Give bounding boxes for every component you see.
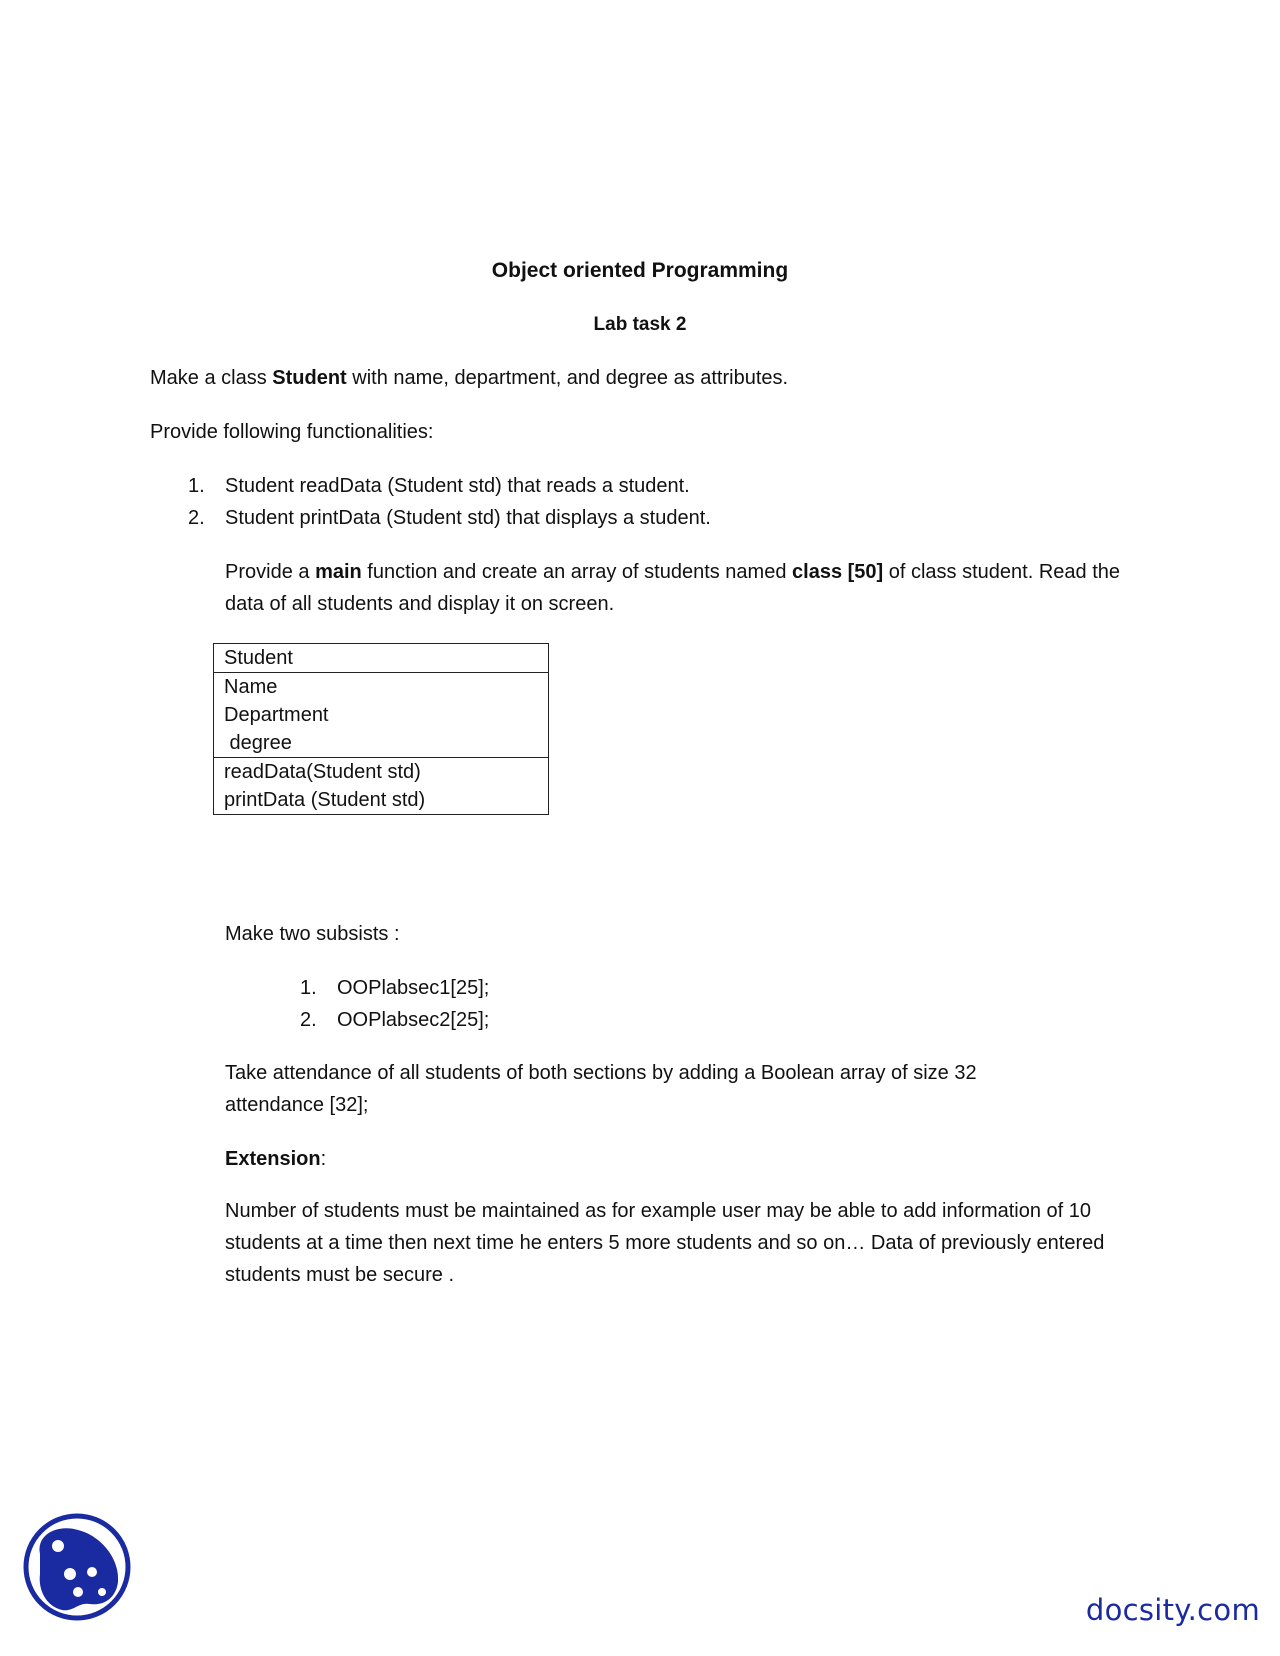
- list-item-number: 2.: [300, 1009, 317, 1031]
- uml-methods: [214, 758, 549, 815]
- main-paragraph-text: of class student. Read the data of all students and display it on screen.: [225, 561, 1120, 615]
- logo-dot: [52, 1540, 64, 1552]
- uml-attributes: [214, 673, 549, 758]
- attendance-paragraph: [225, 1057, 1125, 1121]
- list-item: [188, 470, 988, 502]
- list-item-number: 1.: [300, 977, 317, 999]
- main-paragraph-text: Provide a: [225, 561, 316, 583]
- intro-suffix: with name, department, and degree as attributes.: [346, 367, 789, 389]
- provide-heading: Provide following functionalities:: [150, 421, 434, 443]
- document-title: Object oriented Programming: [491, 259, 789, 282]
- uml-name-row: [214, 644, 549, 673]
- list-item-number: 1.: [188, 475, 205, 497]
- uml-class-diagram: [213, 643, 549, 815]
- extension-colon: :: [320, 1148, 327, 1170]
- attendance-line: attendance [32];: [225, 1094, 369, 1116]
- list-item-text: OOPlabsec2[25];: [337, 1009, 490, 1031]
- extension-paragraph: Number of students must be maintained as for example user may be able to add information of 10 students at a time then next time he enters 5 more students and so on… Data of previously entered students must be secure .: [225, 1200, 1105, 1286]
- uml-attributes-row: [214, 673, 549, 758]
- logo-dot: [64, 1568, 76, 1580]
- main-keyword: main: [315, 561, 362, 583]
- list-item: [300, 972, 800, 1004]
- uml-class-name-text: Student: [224, 647, 293, 669]
- functionality-list: [188, 470, 988, 534]
- extension-label: Extension: [225, 1148, 321, 1170]
- list-item-text: Student readData (Student std) that reads a student.: [225, 475, 690, 497]
- list-item: [188, 502, 988, 534]
- uml-method: readData(Student std): [224, 761, 421, 783]
- main-paragraph-text: function and create an array of students named: [361, 561, 793, 583]
- logo-dot: [73, 1587, 83, 1597]
- class-array-keyword: class [50]: [792, 561, 884, 583]
- uml-attribute: Name: [224, 676, 278, 698]
- subsists-list: [300, 972, 800, 1036]
- subsists-heading: Make two subsists :: [225, 923, 400, 945]
- extension-heading: [225, 1143, 326, 1175]
- main-paragraph: [225, 556, 1145, 620]
- document-subtitle: Lab task 2: [593, 314, 687, 335]
- uml-class-name: [214, 644, 549, 673]
- attendance-line: Take attendance of all students of both sections by adding a Boolean array of size 32: [225, 1062, 977, 1084]
- uml-methods-row: [214, 758, 549, 815]
- list-item-text: Student printData (Student std) that displays a student.: [225, 507, 711, 529]
- intro-class-name: Student: [272, 367, 347, 389]
- list-item-number: 2.: [188, 507, 205, 529]
- uml-method: printData (Student std): [224, 789, 426, 811]
- intro-paragraph: [150, 362, 788, 394]
- intro-prefix: Make a class: [150, 367, 273, 389]
- list-item-text: OOPlabsec1[25];: [337, 977, 490, 999]
- logo-dot: [87, 1567, 97, 1577]
- docsity-logo-icon[interactable]: [22, 1512, 132, 1622]
- uml-attribute: Department: [224, 704, 329, 726]
- logo-dot: [98, 1588, 106, 1596]
- uml-attribute: degree: [224, 732, 292, 754]
- list-item: [300, 1004, 800, 1036]
- docsity-brand-link[interactable]: docsity.com: [1085, 1593, 1260, 1627]
